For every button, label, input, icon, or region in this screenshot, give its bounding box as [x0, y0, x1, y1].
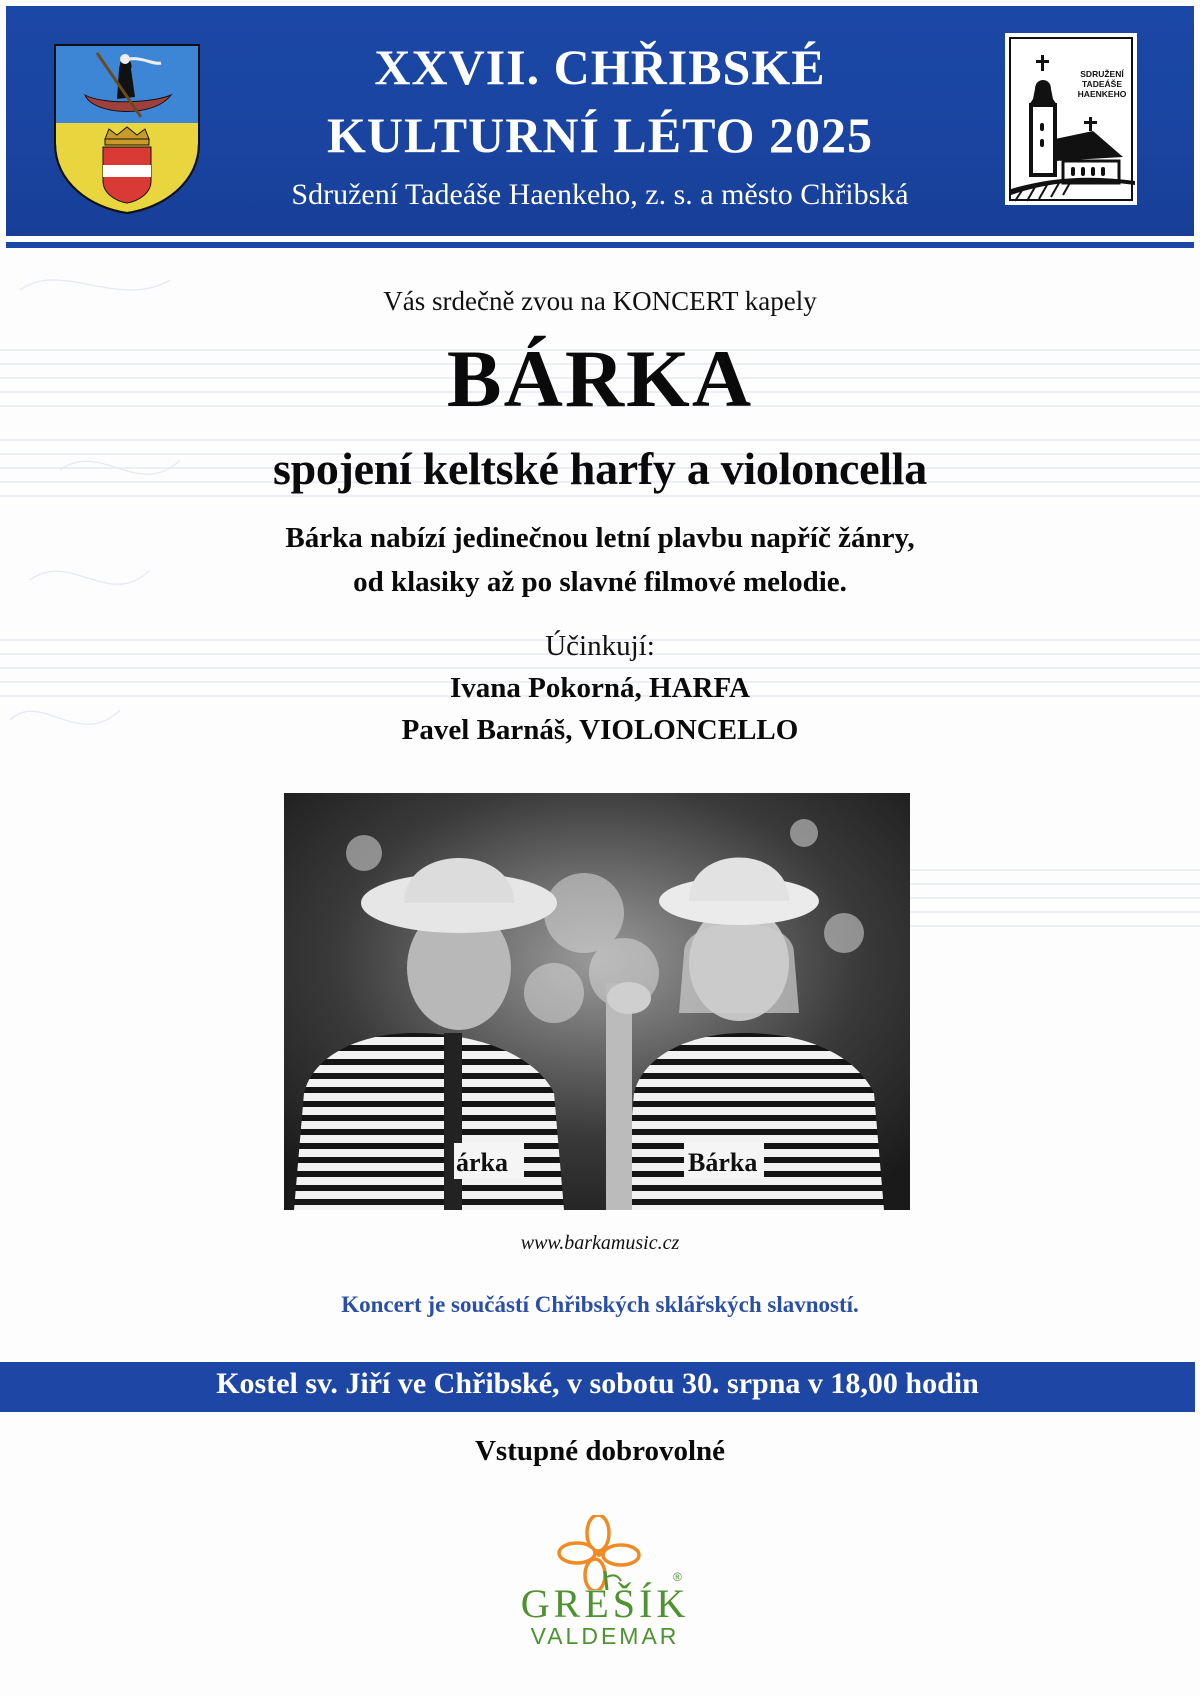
performer-cello: Pavel Barnáš, VIOLONCELLO [401, 714, 799, 746]
org-logo-line1: SDRUŽENÍ [1080, 69, 1124, 79]
band-photo [284, 793, 910, 1210]
org-logo-text [1069, 69, 1135, 99]
sponsor-subname: VALDEMAR [530, 1623, 680, 1649]
org-logo-line2: TADEÁŠE [1082, 79, 1122, 89]
concert-subtitle: spojení keltské harfy a violoncella [273, 443, 927, 494]
performer-harp: Ivana Pokorná, HARFA [450, 672, 750, 704]
svg-text:Bárka: Bárka [688, 1148, 758, 1177]
event-details: Kostel sv. Jiří ve Chřibské, v sobotu 30. srpna v 18,00 hodin [216, 1367, 979, 1400]
entry-fee: Vstupné dobrovolné [474, 1435, 726, 1467]
band-photo-illustration [284, 793, 910, 1210]
festival-title-line2: KULTURNÍ LÉTO 2025 [327, 107, 873, 163]
performers-label: Účinkují: [545, 630, 655, 662]
description-line1: Bárka nabízí jedinečnou letní plavbu napříč žánry, [285, 522, 915, 554]
svg-text:árka: árka [456, 1148, 508, 1177]
invitation-text: Vás srdečně zvou na KONCERT kapely [383, 286, 817, 316]
church-drawing-icon [1011, 39, 1135, 203]
description-line2: od klasiky až po slavné filmové melodie. [353, 566, 847, 598]
header-divider [6, 242, 1194, 248]
organizers-subtitle: Sdružení Tadeáše Haenkeho, z. s. a město Chřibská [291, 178, 909, 211]
church-logo-icon [1005, 33, 1137, 205]
band-website-link[interactable]: www.barkamusic.cz [520, 1232, 680, 1254]
concert-description [0, 516, 1200, 604]
registered-trademark: ® [673, 1570, 682, 1584]
org-logo-line3: HAENKEHO [1077, 89, 1127, 99]
sponsor-logo [505, 1515, 705, 1675]
sponsor-name: GREŠÍK [520, 1581, 690, 1626]
band-name: BÁRKA [446, 333, 754, 424]
org-logo-frame [1009, 37, 1133, 201]
festival-title-line1: XXVII. CHŘIBSKÉ [374, 39, 826, 95]
town-coat-of-arms-icon [53, 43, 201, 215]
festival-note: Koncert je součástí Chřibských sklářských slavností. [341, 1292, 859, 1317]
